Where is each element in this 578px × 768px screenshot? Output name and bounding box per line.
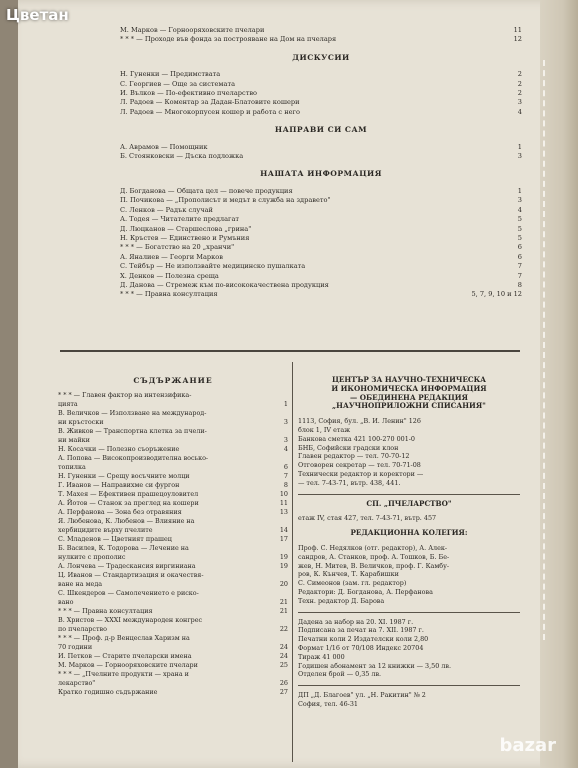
corner-watermark: bazar — [499, 735, 556, 756]
imprint-rule — [298, 494, 520, 495]
entry-title: Г. Иванов — Направихме си фургон — [58, 481, 180, 489]
entry-page: 6 — [517, 252, 522, 261]
index-entry — [120, 253, 522, 262]
entry-page: 6 — [517, 243, 522, 252]
entry-title: Н. Косачки — Полезно съоръжение — [58, 445, 180, 453]
entry-page: 13 — [279, 508, 288, 516]
index-entry — [120, 70, 522, 79]
index-entry — [120, 206, 522, 215]
entry-title: П. Почикова — „Прополисът и медът в служба на здравето" — [120, 196, 331, 205]
entry-title: * * * — Правна консултация — [120, 290, 218, 299]
entry-title: * * * — Богатство на 20 „хранчи" — [120, 243, 235, 252]
entry-title: Л. Радоев — Коментар за Дадан-Блатовите кошери — [120, 98, 300, 107]
entry-page: 3 — [283, 436, 288, 444]
entry-title: Д. Богданова — Общата цел — повече продукция — [120, 186, 293, 195]
entry-title: А. Перфанова — Зона без отравяния — [58, 508, 182, 516]
imprint-text: етаж IV, стая 427, тел. 7-43-71, вътр. 457 — [298, 514, 437, 523]
entry-title: А. Аврамов — Помощник — [120, 142, 208, 151]
entry-title: Б. Василев, К. Тодорова — Лечение на нулките с прополис — [58, 544, 189, 561]
entry-title: Д. Люцканов — Старшеслова „грина" — [120, 224, 252, 233]
entry-title: С. Георгиев — Още за системата — [120, 79, 236, 88]
entry-page: 8 — [517, 280, 522, 289]
entry-title: Т. Махея — Ефективен прашецоуловител — [58, 490, 199, 498]
entry-title: М. Марков — Горнооряховските пчелари — [120, 26, 265, 34]
entry-page: 11 — [279, 499, 288, 507]
index-entry — [120, 98, 522, 107]
index-entry — [58, 391, 288, 409]
imprint-text: 1113, София, бул. „В. И. Ленин" 126 блок 1, IV етаж Банкова сметка 421 100-270 001-0 БНБ, Софийски градски клон Главен редактор — тел. 70-70-12 Отговорен секретар — тел. 70-71-08 Технически редактор и коректори — — тел. 7-43-71, вътр. 438, 441. — [298, 417, 424, 487]
entry-title: Н. Кръстев — Единствено и Румъния — [120, 233, 250, 242]
index-entry — [58, 571, 288, 589]
entry-title: В. Христов — XXXI международен конгрес по пчеларство — [58, 616, 203, 633]
rubric-sections — [120, 53, 522, 300]
entry-page: 17 — [279, 535, 288, 543]
index-entry — [120, 234, 522, 243]
entry-title: * * * — Проф. д-р Венцеслав Харизм на 70 години — [58, 634, 190, 651]
entry-page: 19 — [279, 562, 288, 570]
contents-column — [58, 376, 288, 697]
imprint-heading: СП. „ПЧЕЛАРСТВО" — [366, 498, 452, 508]
entry-title: Я. Любенова, К. Любенов — Влияние на хербицидите върху пчелите — [58, 517, 195, 534]
index-entry — [120, 215, 522, 224]
entry-page: 1 — [283, 400, 288, 408]
entry-title: * * * — „Пчелните продукти — храна и лекарство" — [58, 670, 189, 687]
index-entry — [58, 508, 288, 517]
entry-page: 21 — [279, 607, 288, 615]
entry-page: 24 — [279, 652, 288, 660]
entry-page: 7 — [283, 472, 288, 480]
entry-page: 2 — [517, 89, 522, 98]
entry-title: А. Лончева — Традескансия виргиниана — [58, 562, 196, 570]
entry-page: 22 — [279, 625, 288, 633]
contents-list — [58, 391, 288, 697]
entry-title: * * * — Правна консултация — [58, 607, 153, 615]
index-entry — [120, 187, 522, 196]
entry-title: В. Величков — Използване на международ- ни кръстоски — [58, 409, 207, 426]
entry-page: 14 — [279, 526, 288, 534]
entry-page: 7 — [517, 271, 522, 280]
entry-page: 4 — [283, 445, 288, 453]
imprint-column — [298, 376, 520, 715]
site-logo: Цветан — [6, 6, 69, 24]
index-entry — [120, 262, 522, 271]
imprint-heading: ЦЕНТЪР ЗА НАУЧНО-ТЕХНИЧЕСКА И ИКОНОМИЧЕСКА ИНФОРМАЦИЯ — ОБЕДИНЕНА РЕДАКЦИЯ „НАУЧНОПРИЛОЖНИ СПИСАНИЯ" — [331, 375, 487, 411]
entry-page: 3 — [517, 98, 522, 107]
entry-page: 3 — [283, 418, 288, 426]
imprint-text: Дадена за набор на 20. XI. 1987 г. Подписана за печат на 7. XII. 1987 г. Печатни коли 2 Издателски коли 2,80 Формат 1/16 от 70/108 Индекс 20704 Тираж 41 000 Годишен абонамент за 12 книжки — 3,50 лв. Отделен брой — 0,35 лв. — [298, 617, 451, 679]
index-entry — [58, 688, 288, 697]
entry-title: В. Живков — Транспортна клетка за пчели- ни майки — [58, 427, 207, 444]
entry-page: 20 — [279, 580, 288, 588]
index-entry — [58, 409, 288, 427]
index-entry — [58, 535, 288, 544]
entry-page: 5 — [517, 215, 522, 224]
entry-page: 4 — [517, 205, 522, 214]
binding-thread — [543, 60, 551, 640]
index-entry — [58, 427, 288, 445]
section-title: ДИСКУСИИ — [292, 52, 350, 62]
entry-title: А. Яналиев — Георги Марков — [120, 252, 223, 261]
entry-page: 26 — [279, 679, 288, 687]
entry-title: Б. Стоянковски — Дъска подложка — [120, 152, 244, 161]
index-entry — [58, 445, 288, 454]
contents-title: СЪДЪРЖАНИЕ — [133, 376, 213, 385]
entry-page: 5, 7, 9, 10 и 12 — [471, 290, 522, 299]
entry-title: И. Вълков — По-ефективно пчеларство — [120, 89, 258, 98]
entry-page: 12 — [513, 35, 522, 44]
entry-title: С. Ленков — Радък случай — [120, 205, 213, 214]
index-entry — [120, 108, 522, 117]
entry-title: С. Шкендеров — Самолечението е риско- вано — [58, 589, 199, 606]
entry-title: С. Тейбър — Не използвайте медицинско пушалката — [120, 262, 306, 271]
index-entry — [58, 517, 288, 535]
entry-page: 24 — [279, 643, 288, 651]
annual-index — [120, 26, 522, 300]
entry-page: 3 — [517, 196, 522, 205]
imprint-text: Проф. С. Недялков (отг. редактор), А. Алек- сандров, А. Станков, проф. А. Тошков, Б. Бе- жев, Н. Митев, В. Величков, проф. Г. Камбу- ров, К. Кънчев, Т. Карабишки С. Симеонов (зам. гл. редактор) Редактори: Д. Богданова, А. Перфанова Техн. редактор Д. Барова — [298, 543, 450, 605]
entry-page: 21 — [279, 598, 288, 606]
entry-title: Д. Данова — Стремеж към по-висококачествена продукция — [120, 280, 329, 289]
entry-title: И. Петков — Старите пчеларски имена — [58, 652, 192, 660]
entry-page: 1 — [517, 142, 522, 151]
index-entry — [120, 143, 522, 152]
imprint-heading: РЕДАКЦИОННА КОЛЕГИЯ: — [350, 528, 468, 538]
entry-title: А. Йотов — Станок за преглед на кошери — [58, 499, 199, 507]
entry-page: 2 — [517, 79, 522, 88]
index-entry — [120, 281, 522, 290]
entry-title: Х. Денков — Полезна среща — [120, 271, 219, 280]
index-entry — [58, 454, 288, 472]
index-entry — [120, 89, 522, 98]
entry-page: 3 — [517, 152, 522, 161]
index-entry — [58, 562, 288, 571]
section-title: НАПРАВИ СИ САМ — [274, 125, 368, 135]
entry-page: 8 — [283, 481, 288, 489]
entry-page: 25 — [279, 661, 288, 669]
index-entry — [120, 272, 522, 281]
imprint-rule — [298, 612, 520, 613]
entry-page: 10 — [279, 490, 288, 498]
entry-title: Ц. Иванов — Стандартизация и окачествя- ване на медa — [58, 571, 204, 588]
entry-title: * * * — Главен фактор на интензифика- цията — [58, 391, 192, 408]
entry-page: 11 — [513, 26, 522, 34]
entry-title: Н. Гуненки — Срещу восъчните молци — [58, 472, 190, 480]
index-entry — [58, 652, 288, 661]
entry-title: * * * — Проходе във фонда за построяване на Дом на пчеларя — [120, 35, 337, 44]
index-entry — [58, 661, 288, 670]
index-entry — [120, 26, 522, 35]
section-divider — [60, 350, 520, 352]
index-entry — [120, 290, 522, 299]
entry-page: 5 — [517, 224, 522, 233]
entry-title: А. Тодея — Читателите предлагат — [120, 215, 240, 224]
entry-page: 7 — [517, 262, 522, 271]
imprint-rule — [298, 685, 520, 686]
entry-title: С. Младенов — Цветният прашец — [58, 535, 172, 543]
index-entry — [58, 589, 288, 607]
entry-page: 1 — [517, 186, 522, 195]
entry-title: Н. Гуненки — Предимствата — [120, 70, 221, 79]
entry-page: 6 — [283, 463, 288, 471]
index-entry — [58, 634, 288, 652]
index-entry — [120, 35, 522, 44]
entry-page: 2 — [517, 70, 522, 79]
index-entry — [58, 490, 288, 499]
index-entry — [120, 196, 522, 205]
entry-title: М. Марков — Горнооряховските пчелари — [58, 661, 198, 669]
index-entry — [58, 499, 288, 508]
column-rule — [292, 362, 293, 762]
top-entries — [120, 26, 522, 45]
index-entry — [120, 225, 522, 234]
index-entry — [58, 616, 288, 634]
index-entry — [58, 607, 288, 616]
index-entry — [58, 472, 288, 481]
entry-page: 4 — [517, 107, 522, 116]
index-entry — [120, 152, 522, 161]
entry-page: 27 — [279, 688, 288, 696]
index-entry — [58, 544, 288, 562]
entry-page: 19 — [279, 553, 288, 561]
index-entry — [58, 481, 288, 490]
index-entry — [120, 80, 522, 89]
index-entry — [58, 670, 288, 688]
entry-title: Кратко годишно съдържание — [58, 688, 158, 696]
imprint-text: ДП „Д. Благоев" ул. „Н. Ракитин" № 2 София, тел. 46-31 — [298, 691, 426, 708]
index-entry — [120, 243, 522, 252]
entry-title: Л. Радоев — Многокорпусен кошер и работа с него — [120, 107, 300, 116]
entry-title: А. Попова — Високопроизводителна восько- топилка — [58, 454, 209, 471]
entry-page: 5 — [517, 233, 522, 242]
section-title: НАШАТА ИНФОРМАЦИЯ — [260, 169, 382, 179]
